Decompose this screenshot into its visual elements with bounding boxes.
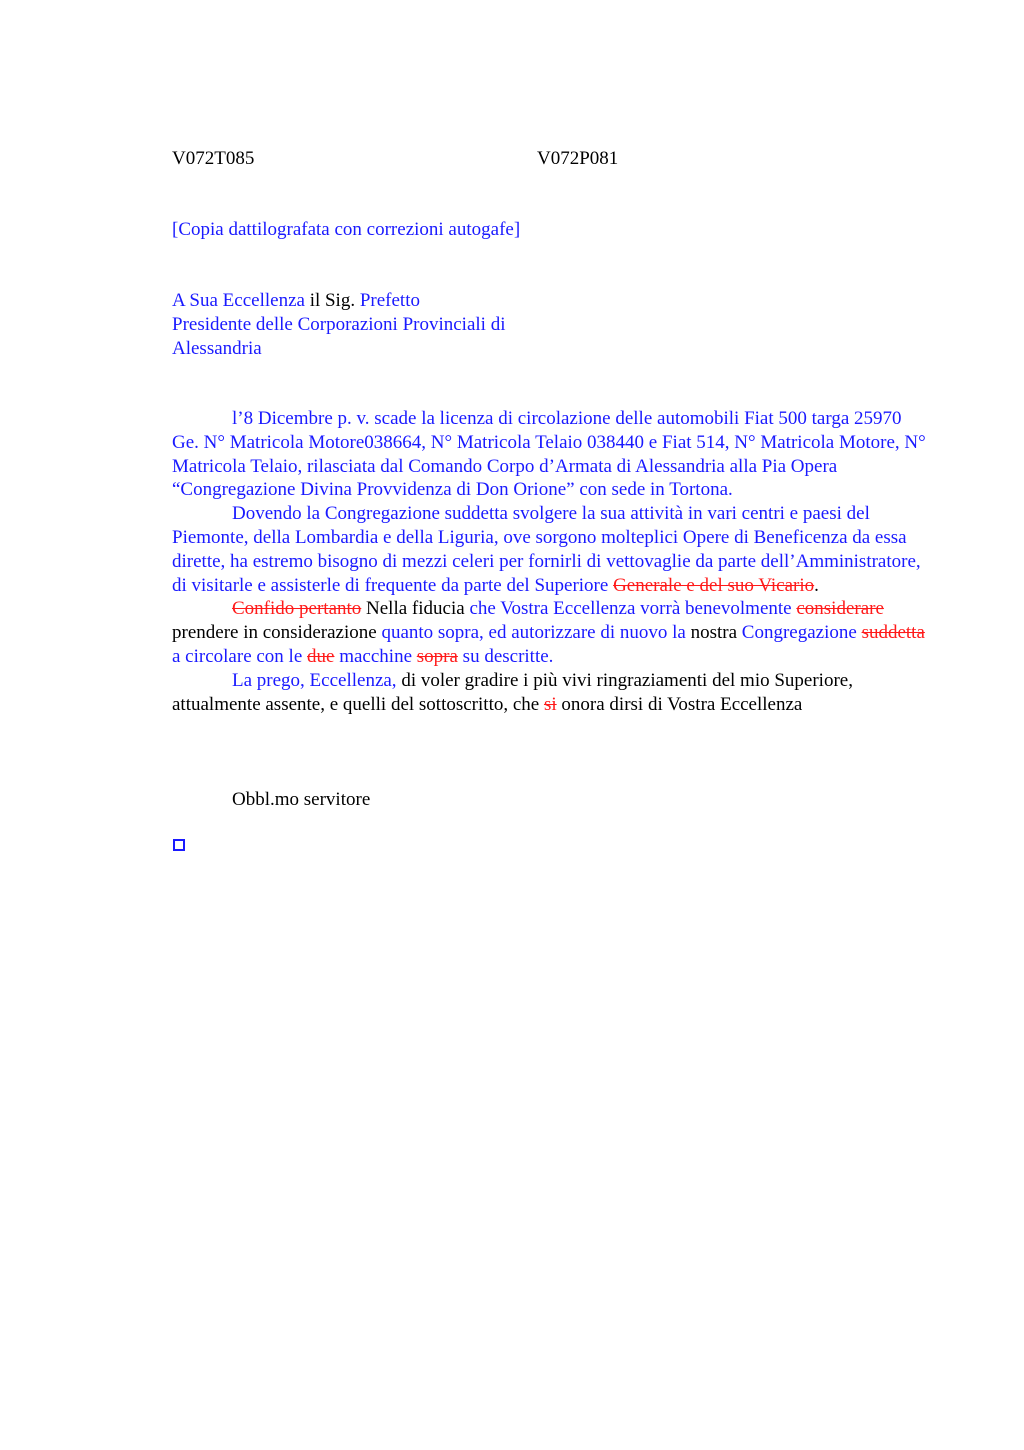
p2-end: . [814,574,819,596]
address-role: Prefetto [359,290,420,311]
p4-deleted: si [543,693,557,715]
p3-deleted-2: considerare [796,598,884,620]
p3-deleted-5: sopra [416,645,458,667]
signature-closing: Obbl.mo servitore [232,789,371,810]
address-block [172,289,692,360]
p4-text-a: La prego, Eccellenza, [232,669,397,691]
document-code-left: V072T085 [172,148,255,169]
p3-text-c: prendere in considerazione [172,622,382,644]
p3-text-i: su descritte. [457,645,554,667]
address-title: il Sig. [304,290,360,311]
p3-text-e: nostra [685,622,742,644]
empty-box-icon [173,839,185,851]
document-code-right: V072P081 [537,148,619,169]
p4-text-c: onora dirsi di Vostra Eccellenza [556,693,803,715]
p3-text-f: Congregazione [741,622,862,644]
p3-deleted-1: Confido pertanto [232,598,362,620]
paragraph-1: l’8 Dicembre p. v. scade la licenza di circolazione delle automobili Fiat 500 targa 25970 Ge. N° Matricola Motore038664, N° Matricola Telaio 038440 e Fiat 514, N° Matricola Motore, N° Matricola Telaio, rilasciata dal Comando Corpo d’Armata di Alessandria alla Pia Opera “Congregazione Divina Provvidenza di Don Orione” con sede in Tortona. [172,408,926,501]
p3-text-b: che Vostra Eccellenza vorrà benevolmente [469,598,797,620]
address-line-1 [172,289,692,313]
address-line-2: Presidente delle Corporazioni Provinciali di [172,313,506,335]
p3-text-d: quanto sopra, ed autorizzare di nuovo la [381,622,686,644]
p3-text-g: a circolare con le [172,645,308,667]
editorial-note: [Copia dattilografata con correzioni autogafe] [172,219,521,240]
p4-text-b: di voler gradire i più vivi ringraziamenti del mio Superiore, attualmente assente, e quelli del sottoscritto, che [172,669,853,715]
address-line-3: Alessandria [172,337,262,359]
address-recipient: A Sua Eccellenza [172,290,305,311]
p2-deleted-text: Generale e del suo Vicario [613,574,815,596]
p3-text-a: Nella fiducia [361,598,470,620]
p2-text: Dovendo la Congregazione suddetta svolgere la sua attività in vari centri e paesi del Piemonte, della Lombardia e della Liguria, ove sorgono molteplici Opere di Beneficenza da essa dirette, ha estremo bisogno di mezzi celeri per fornirli di vettovaglie da parte dell’Amministratore, di visitarle e assisterle di frequente da parte del Superiore [172,503,921,596]
paragraph-4 [172,669,932,717]
p3-text-h: macchine [334,645,417,667]
letter-body [172,407,932,716]
p3-deleted-4: due [307,645,335,667]
p3-deleted-3: suddetta [861,622,925,644]
paragraph-3 [172,597,932,668]
paragraph-2 [172,502,932,597]
